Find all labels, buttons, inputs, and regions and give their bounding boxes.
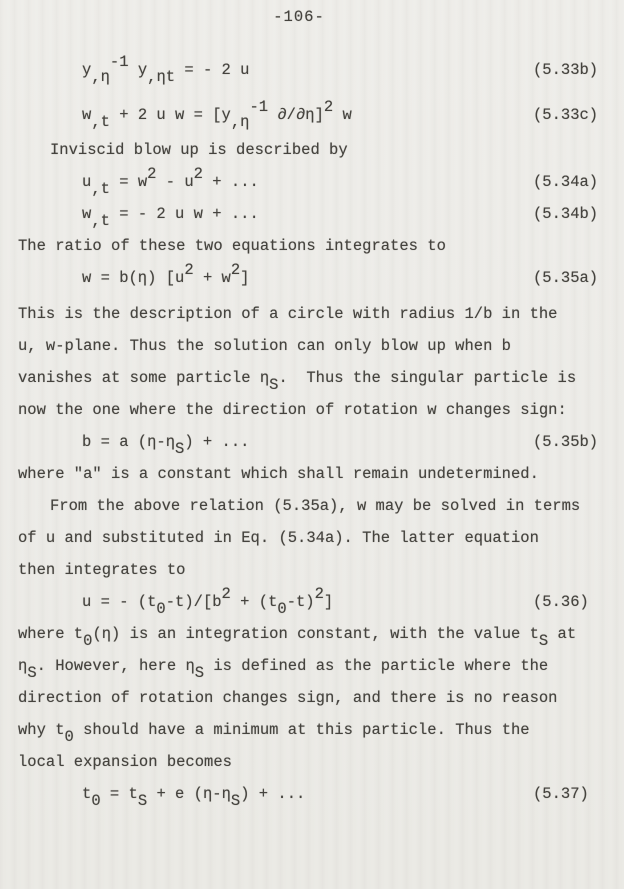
line-content: ηS. However, here ηS is defined as the particle where the [18,657,549,682]
equation-line [0,586,624,618]
equation-line [0,99,624,131]
text-line [0,490,624,522]
text-line [0,746,624,778]
equation-number: (5.34b) [533,205,599,223]
line-content: w = b(η) [u2 + w2] [82,261,250,287]
equation-line [0,426,624,458]
text-line [0,298,624,330]
equation-number: (5.37) [533,785,589,803]
text-line [0,458,624,490]
line-content: w,t + 2 u w = [y,η-1 ∂/∂η]2 w [82,98,352,131]
line-content: b = a (η-ηS) + ... [82,433,250,458]
equation-line [0,262,624,294]
line-content: This is the description of a circle with radius 1/b in the [18,305,558,323]
line-content: where "a" is a constant which shall remain undetermined. [18,465,539,483]
equation-number: (5.35b) [533,433,599,451]
equation-number: (5.34a) [533,173,599,191]
text-line [0,682,624,714]
equation-number: (5.35a) [533,269,599,287]
line-content: now the one where the direction of rotation w changes sign: [18,401,567,419]
page-body [0,54,624,810]
page-number: -106- [273,8,325,26]
line-content: u, w-plane. Thus the solution can only blow up when b [18,337,511,355]
line-content: w,t = - 2 u w + ... [82,205,259,230]
text-line [0,394,624,426]
line-content: The ratio of these two equations integrates to [18,237,446,255]
line-content: of u and substituted in Eq. (5.34a). The latter equation [18,529,539,547]
text-line [0,714,624,746]
line-content: From the above relation (5.35a), w may be solved in terms [50,497,581,515]
text-line [0,134,624,166]
equation-line [0,54,624,86]
line-content: direction of rotation changes sign, and there is no reason [18,689,558,707]
line-content: vanishes at some particle ηS. Thus the singular particle is [18,369,577,394]
text-line [0,554,624,586]
line-content: t0 = tS + e (η-ηS) + ... [82,785,306,810]
line-content: u,t = w2 - u2 + ... [82,165,259,198]
equation-number: (5.33b) [533,61,599,79]
text-line [0,618,624,650]
text-line [0,330,624,362]
equation-line [0,778,624,810]
text-line [0,522,624,554]
line-content: local expansion becomes [18,753,232,771]
page-header [0,0,624,40]
equation-number: (5.36) [533,593,589,611]
line-content: u = - (t0-t)/[b2 + (t0-t)2] [82,585,334,618]
text-line [0,230,624,262]
line-content: y,η-1 y,ηt = - 2 u [82,53,250,86]
equation-number: (5.33c) [533,106,599,124]
line-content: why t0 should have a minimum at this particle. Thus the [18,721,530,746]
line-content: Inviscid blow up is described by [50,141,348,159]
line-content: where t0(η) is an integration constant, with the value tS at [18,625,577,650]
line-content: then integrates to [18,561,186,579]
equation-line [0,198,624,230]
text-line [0,362,624,394]
equation-line [0,166,624,198]
text-line [0,650,624,682]
